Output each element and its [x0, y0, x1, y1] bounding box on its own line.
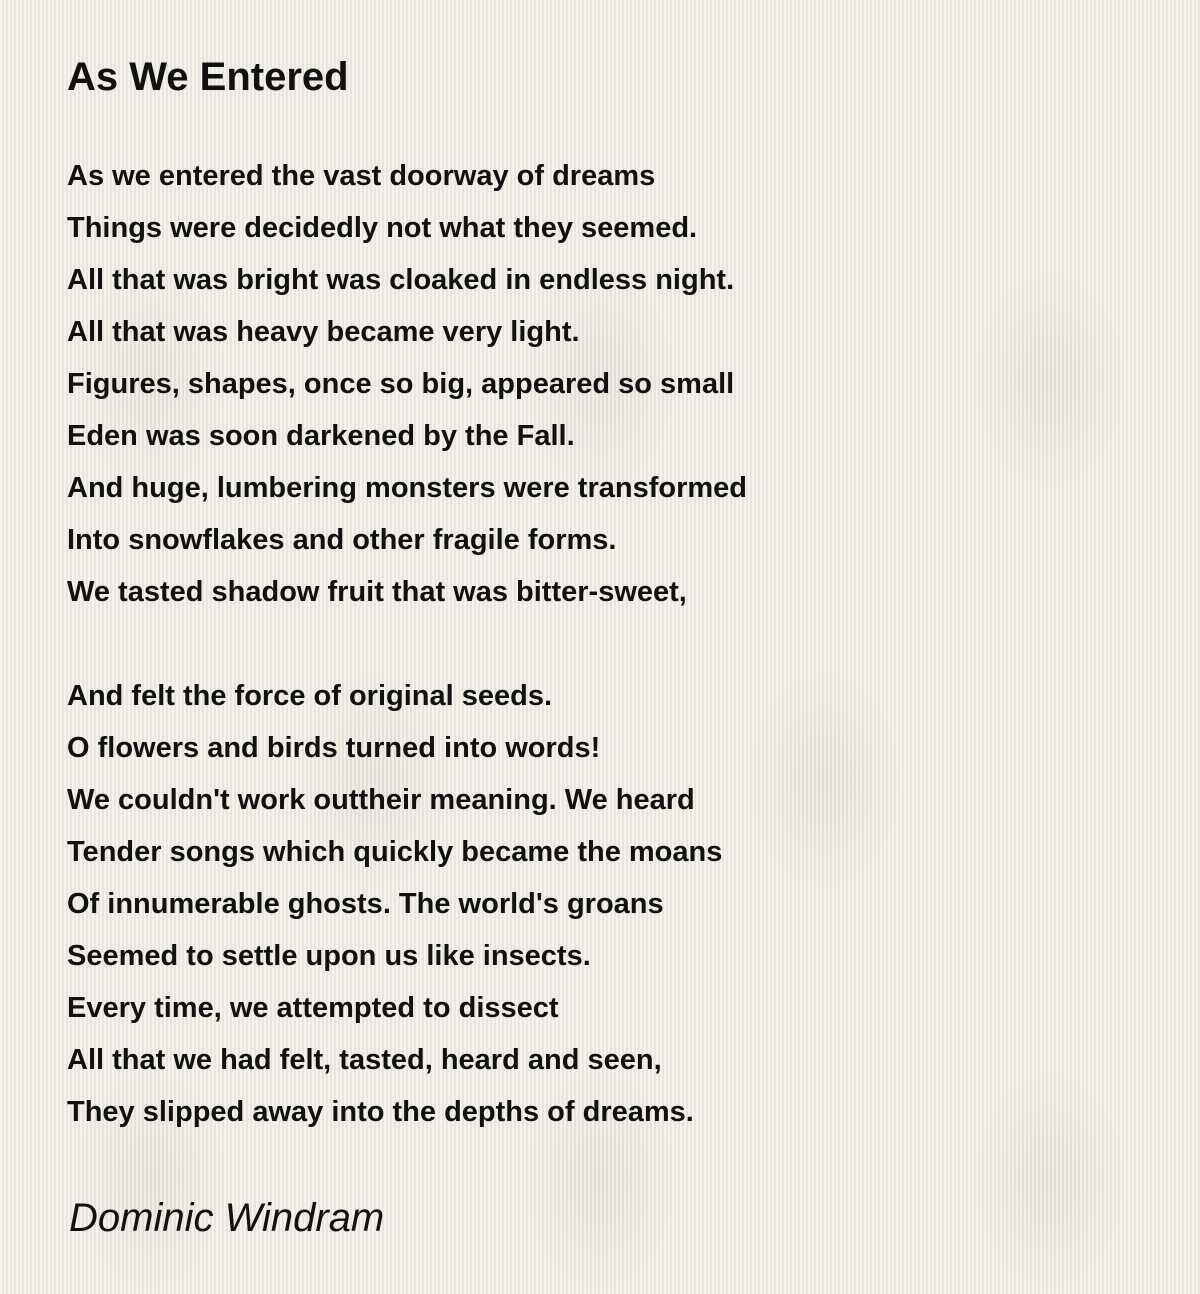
poem-line: Figures, shapes, once so big, appeared so small: [67, 368, 735, 400]
stanza-1: [67, 150, 747, 618]
poem-line: Tender songs which quickly became the moans: [67, 836, 723, 868]
stanza-2: [67, 670, 747, 1138]
poem-line: We couldn't work outtheir meaning. We heard: [67, 784, 695, 816]
poem-line: And huge, lumbering monsters were transformed: [67, 472, 747, 504]
poem-line: Into snowflakes and other fragile forms.: [67, 524, 617, 556]
poem-author: Dominic Windram: [69, 1196, 385, 1240]
poem-title: As We Entered: [67, 55, 349, 99]
poem-line: Eden was soon darkened by the Fall.: [67, 420, 575, 452]
poem-line: All that was bright was cloaked in endless night.: [67, 264, 735, 296]
poem-line: Of innumerable ghosts. The world's groans: [67, 888, 664, 920]
poem-body: [67, 150, 747, 1138]
poem-line: Every time, we attempted to dissect: [67, 992, 559, 1024]
poem-line: O flowers and birds turned into words!: [67, 732, 601, 764]
poem-line: Things were decidedly not what they seemed.: [67, 212, 698, 244]
poem-line: Seemed to settle upon us like insects.: [67, 940, 591, 972]
poem-line: They slipped away into the depths of dreams.: [67, 1096, 694, 1128]
poem-line: And felt the force of original seeds.: [67, 680, 553, 712]
poem-line: As we entered the vast doorway of dreams: [67, 160, 656, 192]
poem-line: We tasted shadow fruit that was bitter-sweet,: [67, 576, 687, 608]
poem-line: All that we had felt, tasted, heard and seen,: [67, 1044, 662, 1076]
poem-line: All that was heavy became very light.: [67, 316, 580, 348]
